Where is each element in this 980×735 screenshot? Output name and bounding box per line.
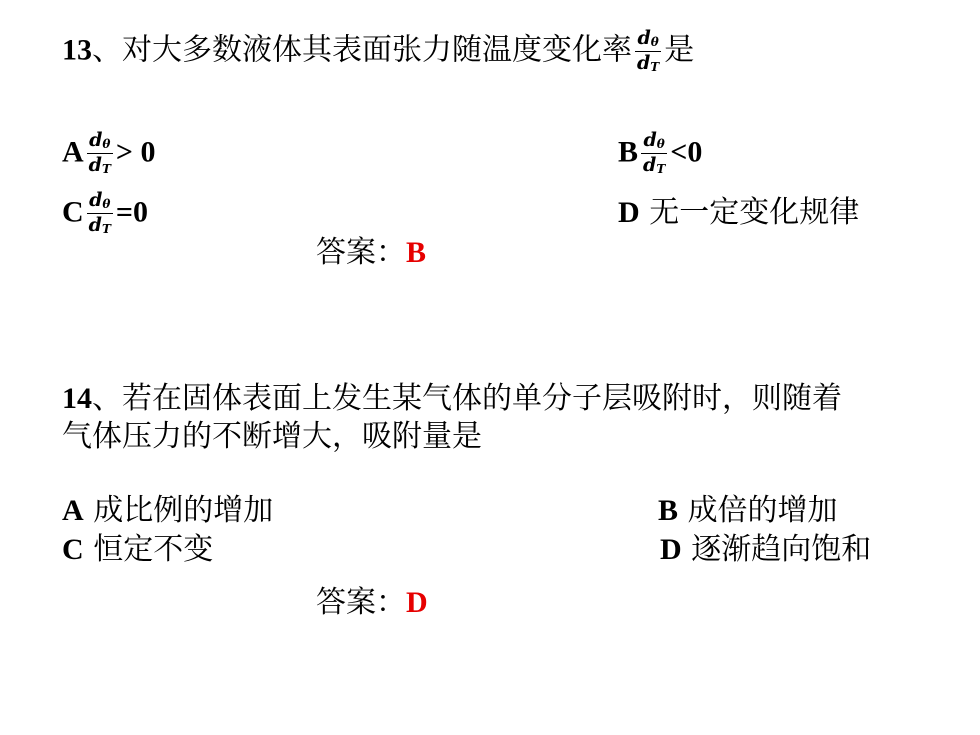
q14-option-a	[62, 493, 274, 528]
q13-stem	[62, 28, 694, 75]
q13-option-c	[62, 190, 148, 237]
option-d-text: 无一定变化规律	[649, 195, 860, 230]
option-a-fraction: $\frac{d_\theta}{d_T}$	[88, 129, 111, 176]
option-a-letter: A	[62, 494, 84, 527]
option-b-letter: B	[658, 494, 679, 527]
q13-rate-fraction: $\frac{d_\theta}{d_T}$	[637, 27, 660, 74]
option-a-text: 成比例的增加	[93, 493, 274, 528]
option-c-fraction: $\frac{d_\theta}{d_T}$	[88, 189, 111, 236]
option-b-text: 成倍的增加	[687, 493, 838, 528]
q14-stem-line2: 气体压力的不断增大，吸附量是	[62, 419, 482, 454]
q13-stem-end: 是	[664, 32, 695, 68]
option-c-text: 恒定不变	[93, 532, 214, 567]
option-a-relation: > 0	[115, 135, 156, 169]
q13-answer	[316, 235, 427, 270]
q13-number: 13	[62, 33, 92, 67]
option-c-relation: =0	[115, 195, 149, 229]
option-d-letter: D	[618, 196, 640, 229]
q13-option-a	[62, 130, 156, 177]
q14-stem-text: 若在固体表面上发生某气体的单分子层吸附时，则随着	[122, 381, 842, 416]
option-d-text: 逐渐趋向饱和	[691, 532, 872, 567]
option-b-relation: <0	[670, 135, 703, 169]
answer-label: 答案：	[316, 585, 406, 620]
q13-option-b	[618, 130, 702, 177]
answer-label: 答案：	[316, 235, 406, 270]
option-a-letter: A	[62, 135, 84, 169]
option-d-letter: D	[660, 533, 682, 566]
q14-answer	[316, 585, 428, 620]
q14-option-c	[62, 532, 214, 567]
q14-option-b	[658, 493, 838, 528]
option-b-fraction: $\frac{d_\theta}{d_T}$	[643, 129, 666, 176]
q14-option-d	[660, 532, 872, 567]
q14-number: 14	[62, 382, 92, 415]
q14-stem-line1	[62, 381, 842, 416]
option-c-letter: C	[62, 195, 84, 229]
q14-separator: 、	[92, 381, 122, 416]
option-b-letter: B	[618, 135, 639, 169]
answer-value: D	[406, 586, 428, 619]
answer-value: B	[406, 236, 427, 269]
q13-option-d	[618, 195, 860, 230]
q13-stem-text: 对大多数液体其表面张力随温度变化率	[122, 32, 632, 68]
option-c-letter: C	[62, 533, 84, 566]
q13-separator: 、	[92, 32, 122, 68]
